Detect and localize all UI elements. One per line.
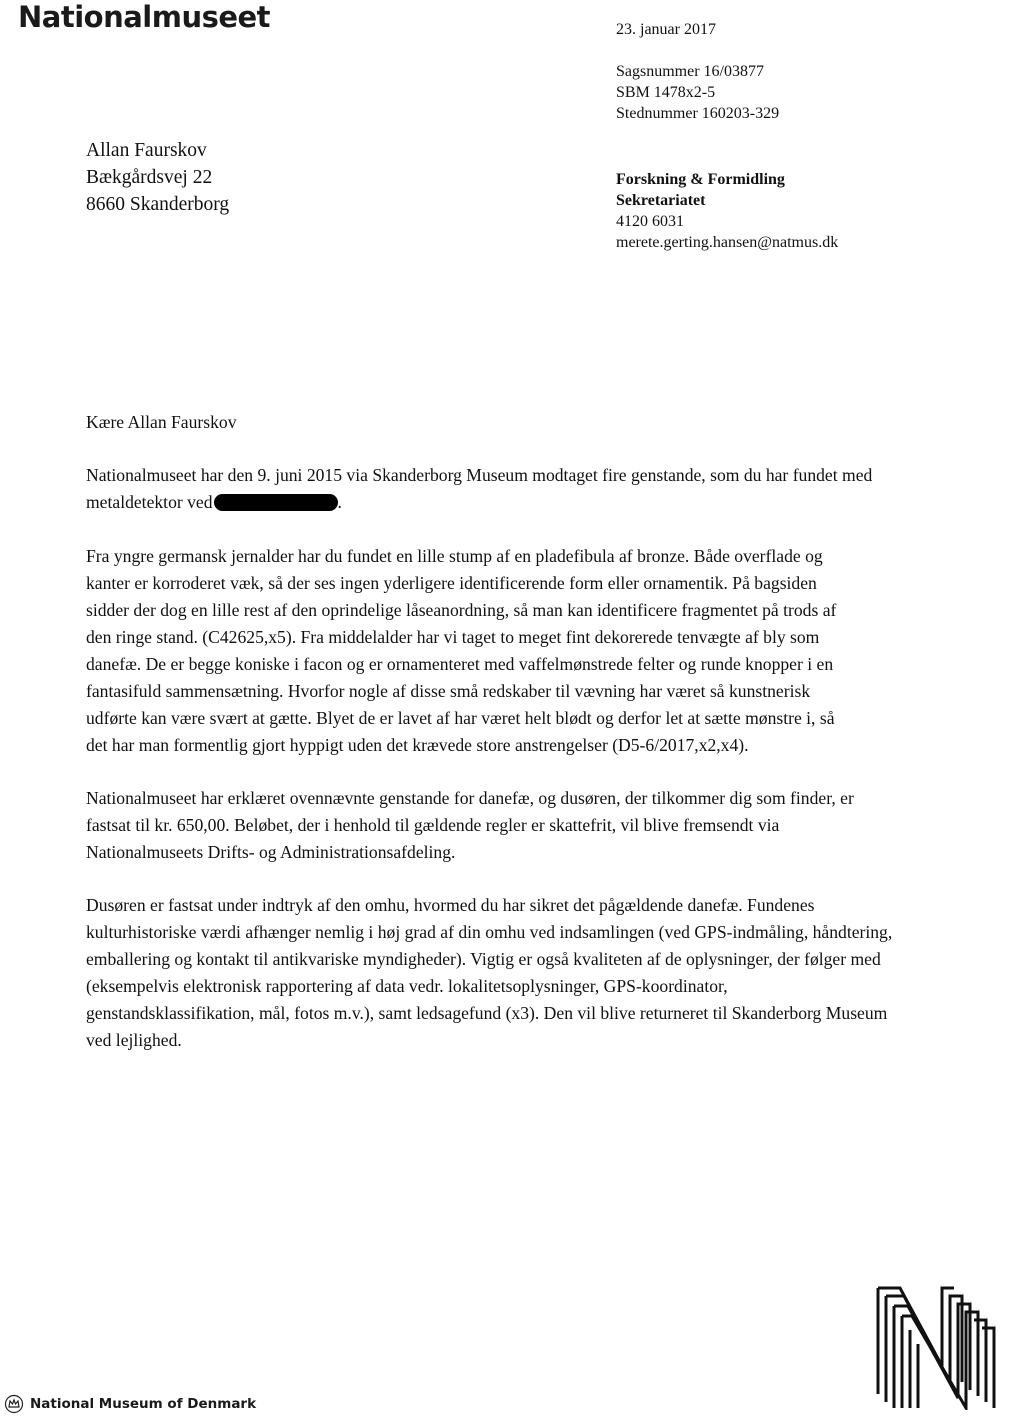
salutation: Kære Allan Faurskov [86,412,237,432]
date-text: 23. januar 2017 [616,21,716,38]
paragraph-4 [86,892,991,1054]
recipient-city: 8660 Skanderborg [86,194,230,215]
paragraph-line [86,489,991,516]
paragraph-line: kulturhistoriske værdi afhænger nemlig i høj grad af din omhu ved indsamlingen (ved GPS-indmåling, håndtering, [86,922,893,942]
redaction-mark [214,494,338,511]
paragraph-line: Nationalmuseet har erklæret ovennævnte genstande for danefæ, og dusøren, der tilkommer dig som finder, er [86,788,854,808]
paragraph-2 [86,543,991,759]
case-reference-block [616,61,779,124]
case-number: Sagsnummer 16/03877 [616,63,764,80]
paragraph-line: det har man formentlig gjort hyppigt uden det krævede store anstrengelser (D5-6/2017,x2,x4). [86,735,749,755]
paragraph-line: udførte kan være svært at gætte. Blyet de er lavet af har været helt blødt og derfor let at sætte mønstre i, så [86,708,835,728]
museum-logo-wordmark: Nationalmuseet [18,0,271,34]
paragraph-line: ved lejlighed. [86,1030,182,1050]
paragraph-line: danefæ. De er begge koniske i facon og er ornamenteret med vaffelmønstrede felter og runde knopper i en [86,654,834,674]
sender-phone: 4120 6031 [616,213,684,230]
paragraph-1 [86,462,991,516]
recipient-address [86,137,229,218]
recipient-street: Bækgårdsvej 22 [86,167,213,188]
paragraph-line: Nationalmuseet har den 9. juni 2015 via Skanderborg Museum modtaget fire genstande, som du har fundet med [86,465,873,485]
paragraph-line: (eksempelvis elektronisk rapportering af data vedr. lokalitetsoplysninger, GPS-koordinator, [86,976,728,996]
paragraph-line: Dusøren er fastsat under indtryk af den omhu, hvormed du har sikret det pågældende danefæ. Fundenes [86,895,815,915]
paragraph-line: emballering og kontakt til antikvariske myndigheder). Vigtig er også kvaliteten af de oplysninger, der følger med [86,949,881,969]
paragraph-line: sidder der dog en lille rest af den oprindelige låseanordning, så man kan identificere fragmentet på trods af [86,600,837,620]
paragraph-text: metaldetektor ved [86,492,213,512]
paragraph-text: . [337,492,342,512]
footer [4,1394,256,1414]
paragraph-line: genstandsklassifikation, mål, fotos m.v.), samt ledsagefund (x3). Den vil blive returneret til Skanderborg Museum [86,1003,888,1023]
sender-contact-block [616,169,838,253]
sender-email: merete.gerting.hansen@natmus.dk [616,234,839,251]
crown-icon [4,1394,24,1414]
paragraph-line: kanter er korroderet væk, så der ses ingen yderligere identificerende form eller ornamentik. På bagsiden [86,573,817,593]
recipient-name: Allan Faurskov [86,140,207,161]
paragraph-line: fastsat til kr. 650,00. Beløbet, der i henhold til gældende regler er skattefrit, vil blive fremsendt via [86,815,780,835]
paragraph-line: Nationalmuseets Drifts- og Administrationsafdeling. [86,842,456,862]
paragraph-line: Fra yngre germansk jernalder har du fundet en lille stump af en pladefibula af bronze. Både overflade og [86,546,823,566]
sbm-number: SBM 1478x2-5 [616,84,716,101]
letter-date [616,19,716,40]
sender-office: Sekretariatet [616,192,706,209]
paragraph-3 [86,785,991,866]
n-logo-icon [874,1286,998,1415]
paragraph-line: den ringe stand. (C42625,x5). Fra middelalder har vi taget to meget fint dekorerede tenvægte af bly som [86,627,820,647]
footer-text: National Museum of Denmark [30,1396,257,1412]
paragraph-line: fantasifuld sammensætning. Hvorfor nogle af disse små redskaber til vævning har været så kunstnerisk [86,681,811,701]
place-number: Stednummer 160203-329 [616,105,780,122]
sender-department: Forskning & Formidling [616,171,785,188]
